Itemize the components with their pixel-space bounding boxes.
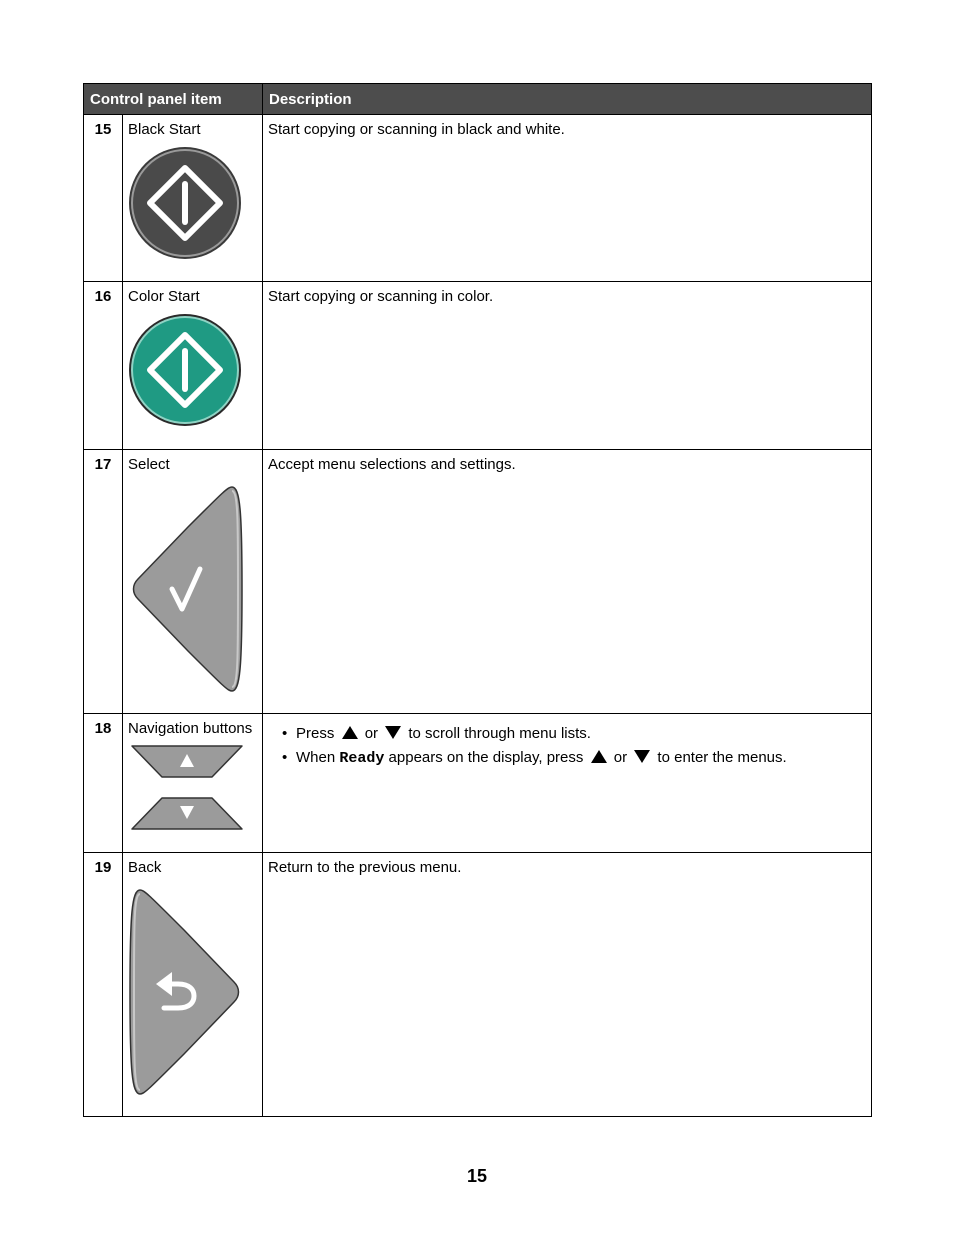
up-button-icon [132, 746, 242, 777]
black-start-diamond-icon [128, 146, 257, 266]
item-cell [123, 450, 263, 714]
item-number: 15 [84, 115, 123, 282]
down-arrow-icon [385, 726, 401, 739]
navigation-arrows-icon [128, 743, 257, 837]
item-description: Start copying or scanning in color. [263, 282, 872, 450]
back-button-icon [128, 884, 257, 1104]
item-number: 18 [84, 714, 123, 853]
table-row [84, 282, 872, 450]
select-button-icon [128, 481, 257, 701]
color-start-diamond-icon [128, 313, 257, 433]
item-label: Color Start [128, 288, 200, 305]
item-label: Select [128, 456, 170, 473]
table-row [84, 450, 872, 714]
item-number: 17 [84, 450, 123, 714]
table-row [84, 115, 872, 282]
item-cell [123, 282, 263, 450]
down-button-icon [132, 798, 242, 829]
up-arrow-icon [342, 726, 358, 739]
table-row [84, 853, 872, 1117]
list-item: • When Ready appears on the display, press or to enter the menus. [296, 746, 866, 771]
table-header-row [84, 84, 872, 115]
item-description [263, 714, 872, 853]
item-cell [123, 115, 263, 282]
item-description: Start copying or scanning in black and white. [263, 115, 872, 282]
table-row [84, 714, 872, 853]
down-arrow-icon [634, 750, 650, 763]
page-number: 15 [466, 1166, 488, 1186]
item-label: Navigation buttons [128, 720, 253, 737]
item-label: Back [128, 859, 162, 876]
display-text-ready: Ready [339, 750, 385, 767]
item-label: Black Start [128, 121, 201, 138]
item-cell [123, 853, 263, 1117]
item-description: Return to the previous menu. [263, 853, 872, 1117]
list-item: • Press or to scroll through menu lists. [296, 722, 866, 746]
header-description: Description [263, 84, 872, 115]
bullet-list [268, 722, 866, 771]
item-number: 16 [84, 282, 123, 450]
control-panel-table [83, 83, 872, 1117]
item-cell [123, 714, 263, 853]
item-number: 19 [84, 853, 123, 1117]
header-control-panel-item: Control panel item [84, 84, 263, 115]
up-arrow-icon [591, 750, 607, 763]
item-description: Accept menu selections and settings. [263, 450, 872, 714]
